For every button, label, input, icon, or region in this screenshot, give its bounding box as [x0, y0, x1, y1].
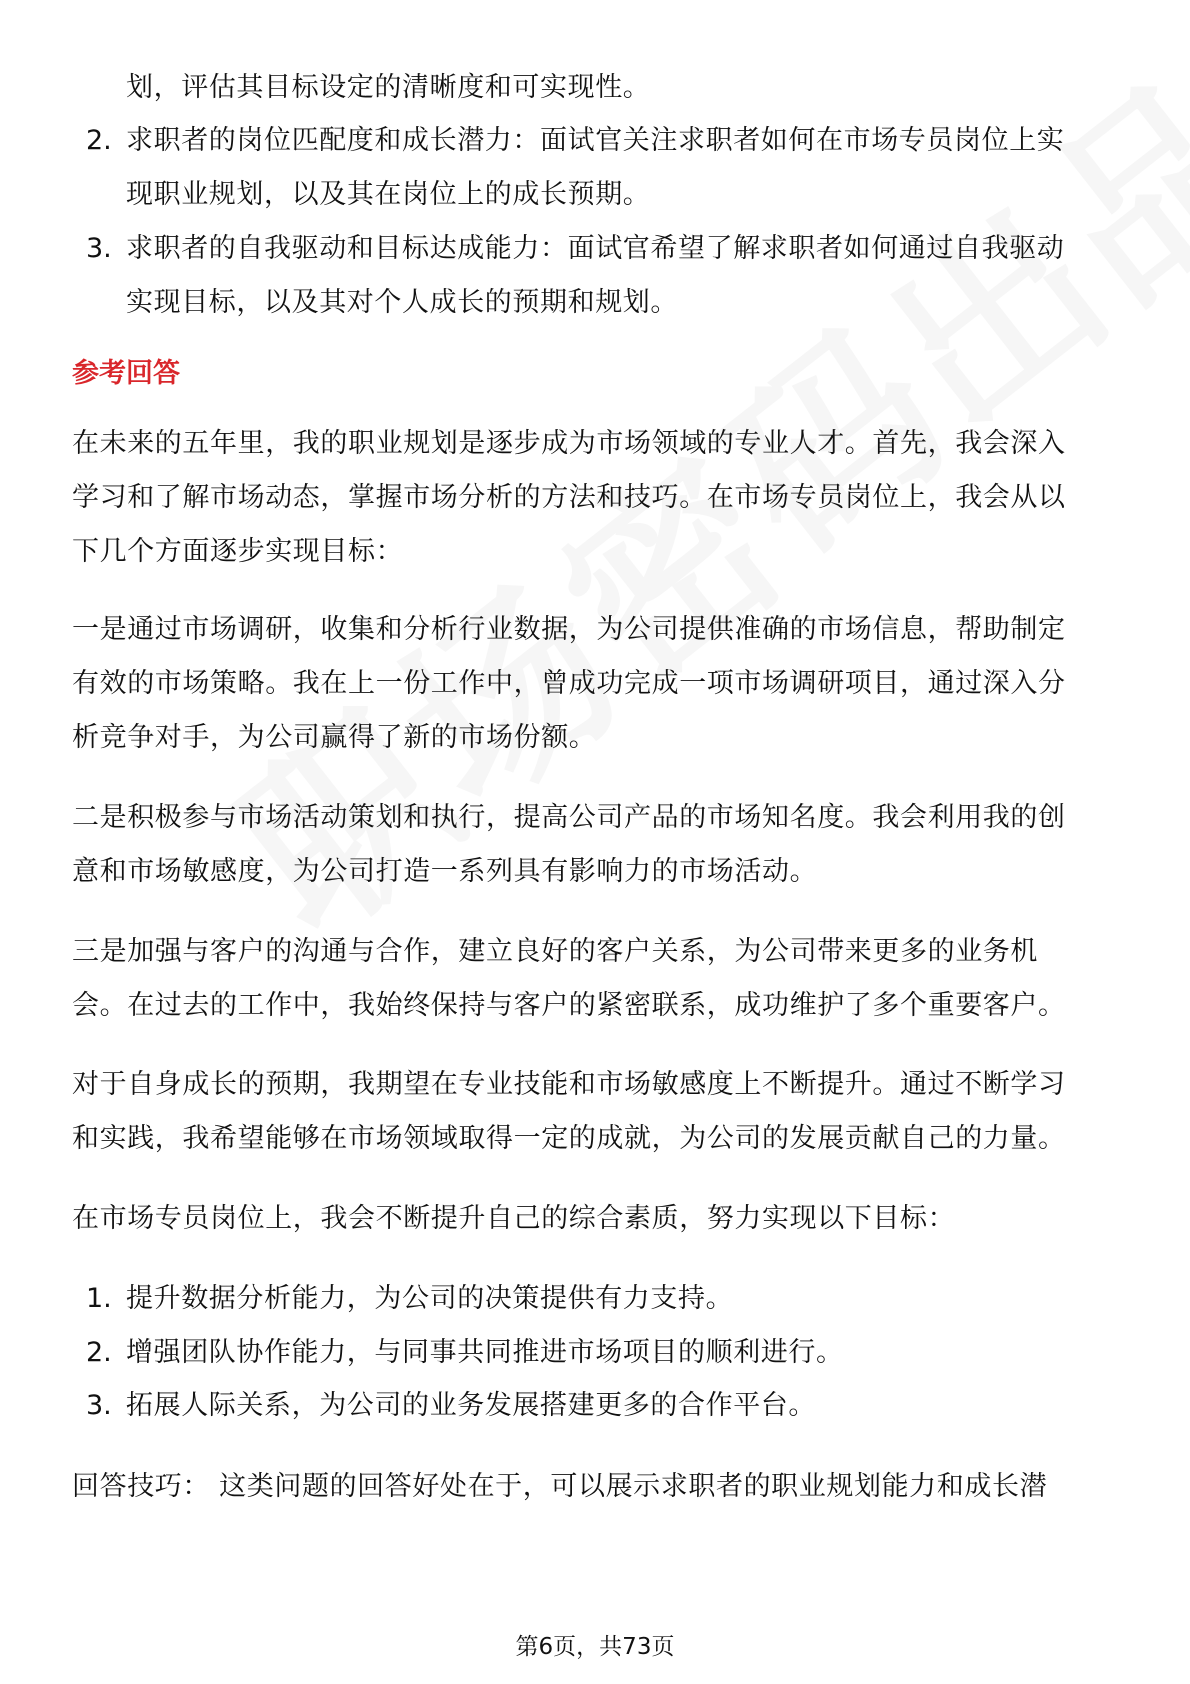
list-number: 1.	[86, 1283, 112, 1314]
list-item-text: 拓展人际关系，为公司的业务发展搭建更多的合作平台。	[126, 1390, 816, 1421]
paragraph-line: 三是加强与客户的沟通与合作，建立良好的客户关系，为公司带来更多的业务机	[72, 936, 1038, 967]
list-number: 3.	[86, 1390, 112, 1421]
paragraph-line: 在未来的五年里，我的职业规划是逐步成为市场领域的专业人才。首先，我会深入	[72, 428, 1066, 459]
list-item-text: 实现目标，以及其对个人成长的预期和规划。	[126, 287, 678, 318]
list-number: 2.	[86, 1337, 112, 1368]
list-item-text: 提升数据分析能力，为公司的决策提供有力支持。	[126, 1283, 734, 1314]
section-heading: 参考回答	[72, 358, 180, 389]
paragraph-line: 会。在过去的工作中，我始终保持与客户的紧密联系，成功维护了多个重要客户。	[72, 990, 1066, 1021]
paragraph-line: 二是积极参与市场活动策划和执行，提高公司产品的市场知名度。我会利用我的创	[72, 802, 1066, 833]
paragraph-line: 一是通过市场调研，收集和分析行业数据，为公司提供准确的市场信息，帮助制定	[72, 614, 1066, 645]
list-item-continuation: 划，评估其目标设定的清晰度和可实现性。	[126, 72, 651, 103]
list-item-text: 增强团队协作能力，与同事共同推进市场项目的顺利进行。	[126, 1337, 844, 1368]
answer-tip: 回答技巧： 这类问题的回答好处在于，可以展示求职者的职业规划能力和成长潜	[72, 1471, 1048, 1502]
paragraph-line: 学习和了解市场动态，掌握市场分析的方法和技巧。在市场专员岗位上，我会从以	[72, 482, 1066, 513]
list-number: 2.	[86, 125, 112, 156]
paragraph-line: 在市场专员岗位上，我会不断提升自己的综合素质，努力实现以下目标：	[72, 1203, 956, 1234]
paragraph-line: 析竞争对手，为公司赢得了新的市场份额。	[72, 722, 597, 753]
list-item-text: 现职业规划，以及其在岗位上的成长预期。	[126, 179, 651, 210]
list-item-text: 求职者的自我驱动和目标达成能力：面试官希望了解求职者如何通过自我驱动	[126, 233, 1065, 264]
paragraph-line: 意和市场敏感度，为公司打造一系列具有影响力的市场活动。	[72, 856, 818, 887]
page-footer: 第6页，共73页	[515, 1634, 675, 1660]
list-number: 3.	[86, 233, 112, 264]
list-item-text: 求职者的岗位匹配度和成长潜力：面试官关注求职者如何在市场专员岗位上实	[126, 125, 1065, 156]
paragraph-line: 对于自身成长的预期，我期望在专业技能和市场敏感度上不断提升。通过不断学习	[72, 1069, 1066, 1100]
paragraph-line: 下几个方面逐步实现目标：	[72, 536, 404, 567]
paragraph-line: 有效的市场策略。我在上一份工作中，曾成功完成一项市场调研项目，通过深入分	[72, 668, 1066, 699]
paragraph-line: 和实践，我希望能够在市场领域取得一定的成就，为公司的发展贡献自己的力量。	[72, 1123, 1066, 1154]
